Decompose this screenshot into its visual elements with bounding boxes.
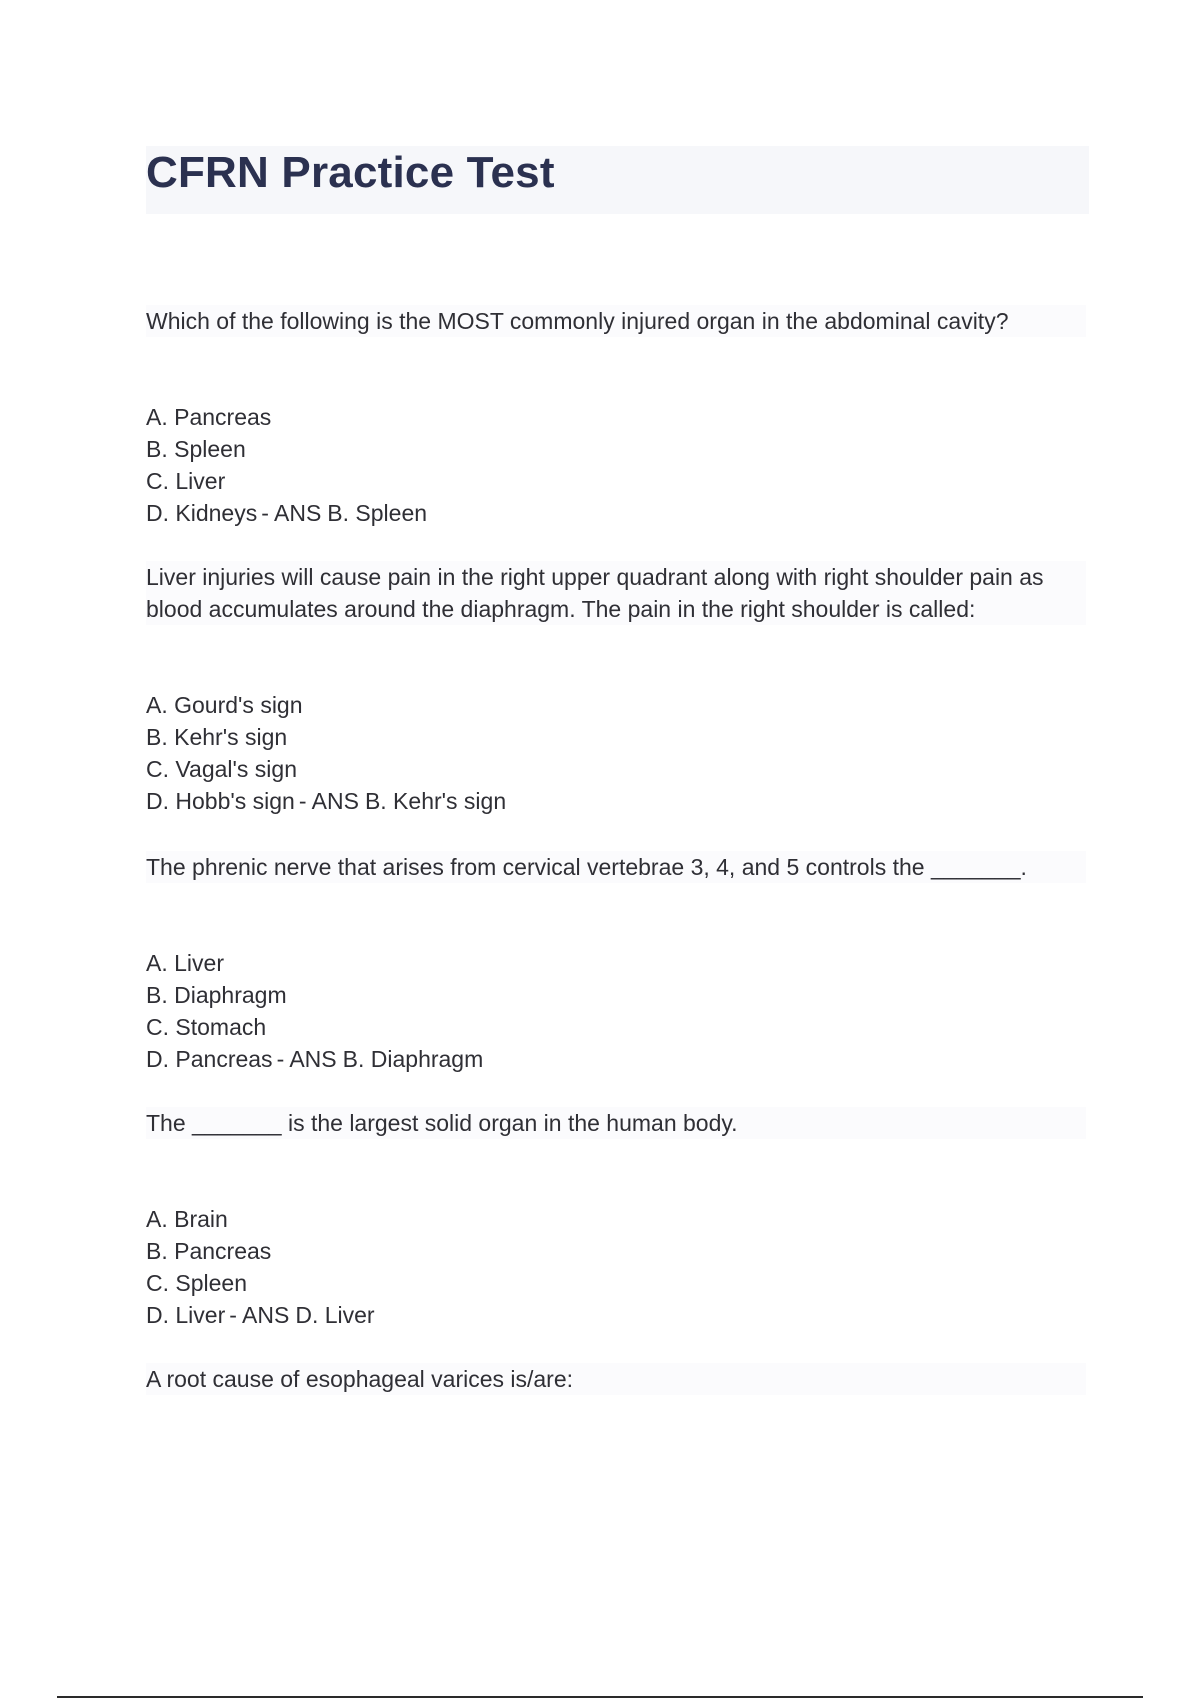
option-item-with-answer <box>146 1299 1086 1331</box>
question-block <box>146 561 1086 817</box>
option-item: C. Stomach <box>146 1014 267 1040</box>
option-item: C. Liver <box>146 468 226 494</box>
option-text: D. Hobb's sign <box>146 788 295 814</box>
answer-marker: - ANS <box>261 500 322 526</box>
option-list <box>146 947 1086 1075</box>
answer-text: B. Diaphragm <box>342 1046 484 1072</box>
option-text: D. Pancreas <box>146 1046 273 1072</box>
answer-marker: - ANS <box>298 788 359 814</box>
answer-marker: - ANS <box>229 1302 290 1328</box>
option-list <box>146 401 1086 529</box>
option-item: A. Liver <box>146 950 224 976</box>
answer-text: D. Liver <box>295 1302 375 1328</box>
answer-marker: - ANS <box>276 1046 337 1072</box>
option-list <box>146 1203 1086 1331</box>
question-block <box>146 851 1086 1075</box>
option-item-with-answer <box>146 1043 1086 1075</box>
question-text: The _______ is the largest solid organ in the human body. <box>146 1107 1086 1139</box>
option-item: A. Gourd's sign <box>146 692 303 718</box>
option-item: A. Brain <box>146 1206 228 1232</box>
page-title: CFRN Practice Test <box>146 148 555 197</box>
option-item-with-answer <box>146 497 1086 529</box>
option-text: D. Kidneys <box>146 500 258 526</box>
question-text: Which of the following is the MOST commonly injured organ in the abdominal cavity? <box>146 305 1086 337</box>
option-item: B. Pancreas <box>146 1238 272 1264</box>
option-list <box>146 689 1086 817</box>
option-item: A. Pancreas <box>146 404 272 430</box>
option-text: D. Liver <box>146 1302 226 1328</box>
question-text: A root cause of esophageal varices is/are: <box>146 1363 1086 1395</box>
question-block <box>146 1107 1086 1331</box>
option-item: C. Vagal's sign <box>146 756 297 782</box>
question-text: The phrenic nerve that arises from cervical vertebrae 3, 4, and 5 controls the _______. <box>146 851 1086 883</box>
question-block <box>146 305 1086 529</box>
answer-text: B. Kehr's sign <box>364 788 507 814</box>
option-item: C. Spleen <box>146 1270 248 1296</box>
option-item: B. Spleen <box>146 436 246 462</box>
answer-text: B. Spleen <box>327 500 428 526</box>
option-item-with-answer <box>146 785 1086 817</box>
option-item: B. Diaphragm <box>146 982 287 1008</box>
question-text: Liver injuries will cause pain in the right upper quadrant along with right shoulder pain as blood accumulates around the diaphragm. The pain in the right shoulder is called: <box>146 561 1086 625</box>
option-item: B. Kehr's sign <box>146 724 288 750</box>
question-block <box>146 1363 1086 1395</box>
footer-divider <box>57 1696 1143 1698</box>
